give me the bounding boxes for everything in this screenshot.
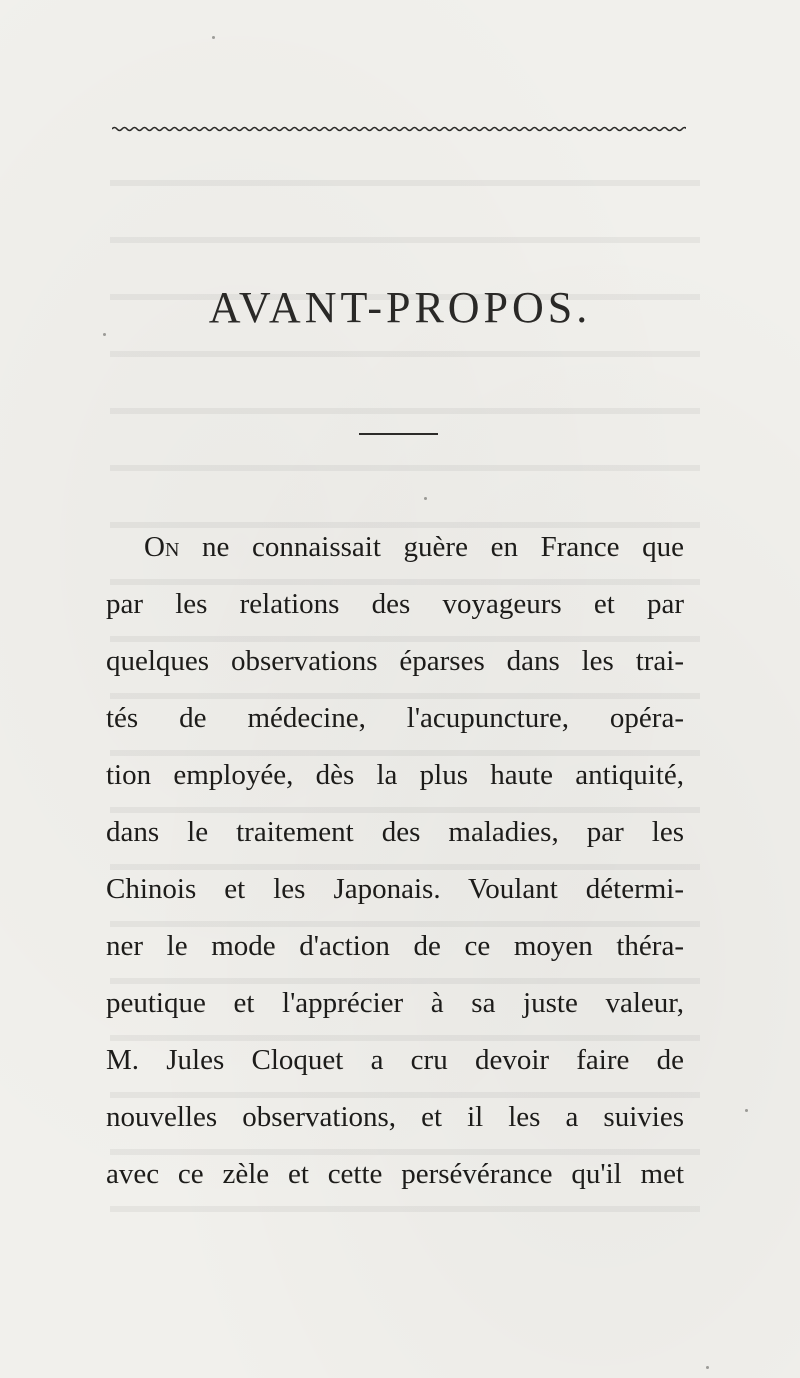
page-title: AVANT-PROPOS. bbox=[208, 283, 592, 332]
paragraph-line: tion employée, dès la plus haute antiquité, bbox=[106, 759, 684, 791]
paragraph-line: par les relations des voyageurs et par bbox=[106, 588, 684, 620]
paragraph-line: peutique et l'apprécier à sa juste valeur, bbox=[106, 987, 684, 1019]
ornamental-wavy-rule bbox=[112, 124, 686, 134]
drop-word: On bbox=[144, 531, 180, 563]
paper-speck bbox=[212, 36, 215, 39]
line-text: ne connaissait guère en France que bbox=[179, 531, 684, 563]
paragraph-line bbox=[106, 524, 684, 581]
paragraph-line: ner le mode d'action de ce moyen théra- bbox=[106, 930, 684, 962]
paper-speck bbox=[424, 497, 427, 500]
paragraph-line: nouvelles observations, et il les a suivies bbox=[106, 1101, 684, 1133]
paper-speck bbox=[103, 333, 106, 336]
paragraph-line: dans le traitement des maladies, par les bbox=[106, 816, 684, 848]
title-divider bbox=[359, 433, 438, 435]
paragraph-line: Chinois et les Japonais. Voulant détermi- bbox=[106, 873, 684, 905]
paper-speck bbox=[706, 1366, 709, 1369]
paragraph-line: quelques observations éparses dans les trai- bbox=[106, 645, 684, 677]
paper-speck bbox=[745, 1109, 748, 1112]
paragraph-line: M. Jules Cloquet a cru devoir faire de bbox=[106, 1044, 684, 1076]
foreword-paragraph bbox=[106, 524, 684, 1208]
paragraph-line: avec ce zèle et cette persévérance qu'il met bbox=[106, 1158, 684, 1190]
paragraph-line: tés de médecine, l'acupuncture, opéra- bbox=[106, 702, 684, 734]
